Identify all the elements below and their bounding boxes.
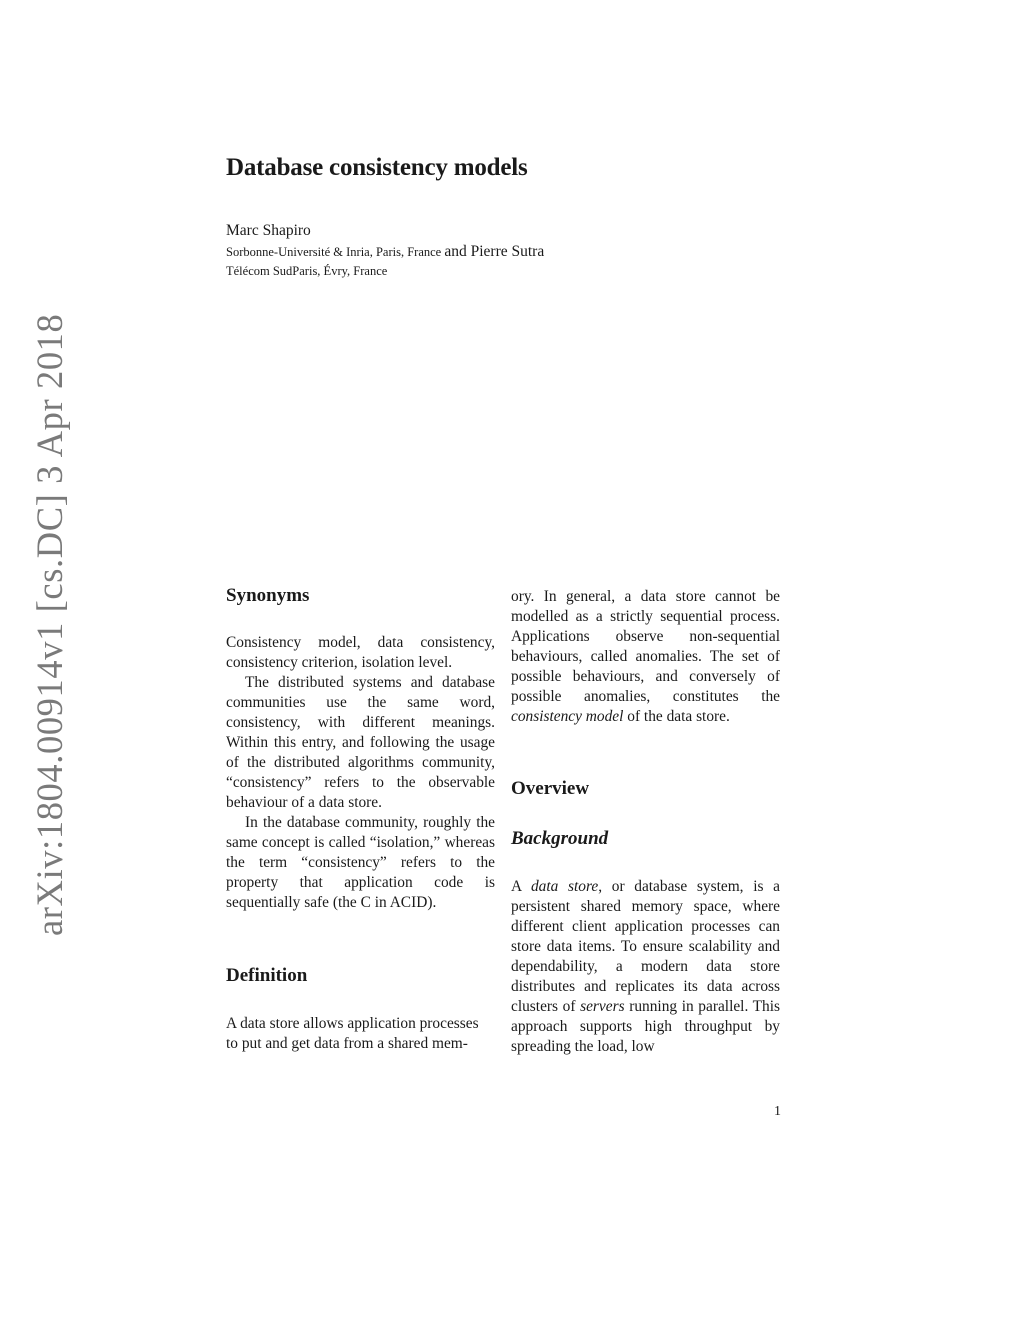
- background-emphasis-servers: servers: [580, 998, 625, 1015]
- definition-emphasis: consistency model: [511, 708, 624, 725]
- first-affiliation: Sorbonne-Université & Inria, Paris, France: [226, 245, 442, 259]
- background-emphasis-data-store: data store: [530, 878, 599, 895]
- definition-line-2: to put and get data from a shared mem-: [226, 1035, 468, 1052]
- second-author-name: and Pierre Sutra: [444, 243, 545, 260]
- synonyms-paragraph-1: Consistency model, data consistency, consistency criterion, isolation level.: [226, 634, 495, 671]
- definition-continued: [511, 587, 780, 727]
- background-body: [511, 877, 780, 1057]
- synonyms-body: [226, 633, 495, 913]
- background-paragraph: [511, 877, 780, 1057]
- definition-line-1: A data store allows application processes: [226, 1015, 479, 1032]
- synonyms-heading: Synonyms: [226, 585, 310, 606]
- author-name-first: Marc Shapiro: [226, 222, 311, 239]
- paper-title: Database consistency models: [226, 154, 528, 181]
- author-affiliation-line: [226, 243, 544, 261]
- definition-text-b: of the data store.: [627, 708, 730, 725]
- arxiv-identifier-stamp: arXiv:1804.00914v1 [cs.DC] 3 Apr 2018: [29, 313, 70, 936]
- definition-text-a: ory. In general, a data store cannot be modelled as a strictly sequential process. Applications observe non-sequential behaviours, called anomalies. The set of possible behaviours, and conversely of possible anomalies, constitutes the: [511, 588, 780, 705]
- synonyms-paragraph-2: The distributed systems and database communities use the same word, consistency, with different meanings. Within this entry, and following the usage of the distributed algorithms community, “consistency” refers to the observable behaviour of a data store.: [226, 674, 495, 811]
- second-affiliation: Télécom SudParis, Évry, France: [226, 264, 388, 278]
- background-text-b: , or database system, is a persistent shared memory space, where different client application processes can store data items. To ensure scalability and dependability, a modern data store distributes and replicates its data across clusters of: [511, 878, 780, 1015]
- background-subheading: Background: [511, 828, 609, 849]
- background-text-c: running in parallel. This approach supports high throughput by spreading the load, low: [511, 998, 781, 1055]
- background-text-a: A: [511, 878, 522, 895]
- definition-continued-paragraph: [511, 587, 780, 727]
- definition-body: [226, 1014, 495, 1054]
- overview-heading: Overview: [511, 778, 590, 799]
- definition-heading: Definition: [226, 965, 308, 986]
- page-number: 1: [774, 1104, 781, 1119]
- synonyms-paragraph-3: In the database community, roughly the same concept is called “isolation,” whereas the term “consistency” refers to the property that application code is sequentially safe (the C in ACID).: [226, 814, 495, 911]
